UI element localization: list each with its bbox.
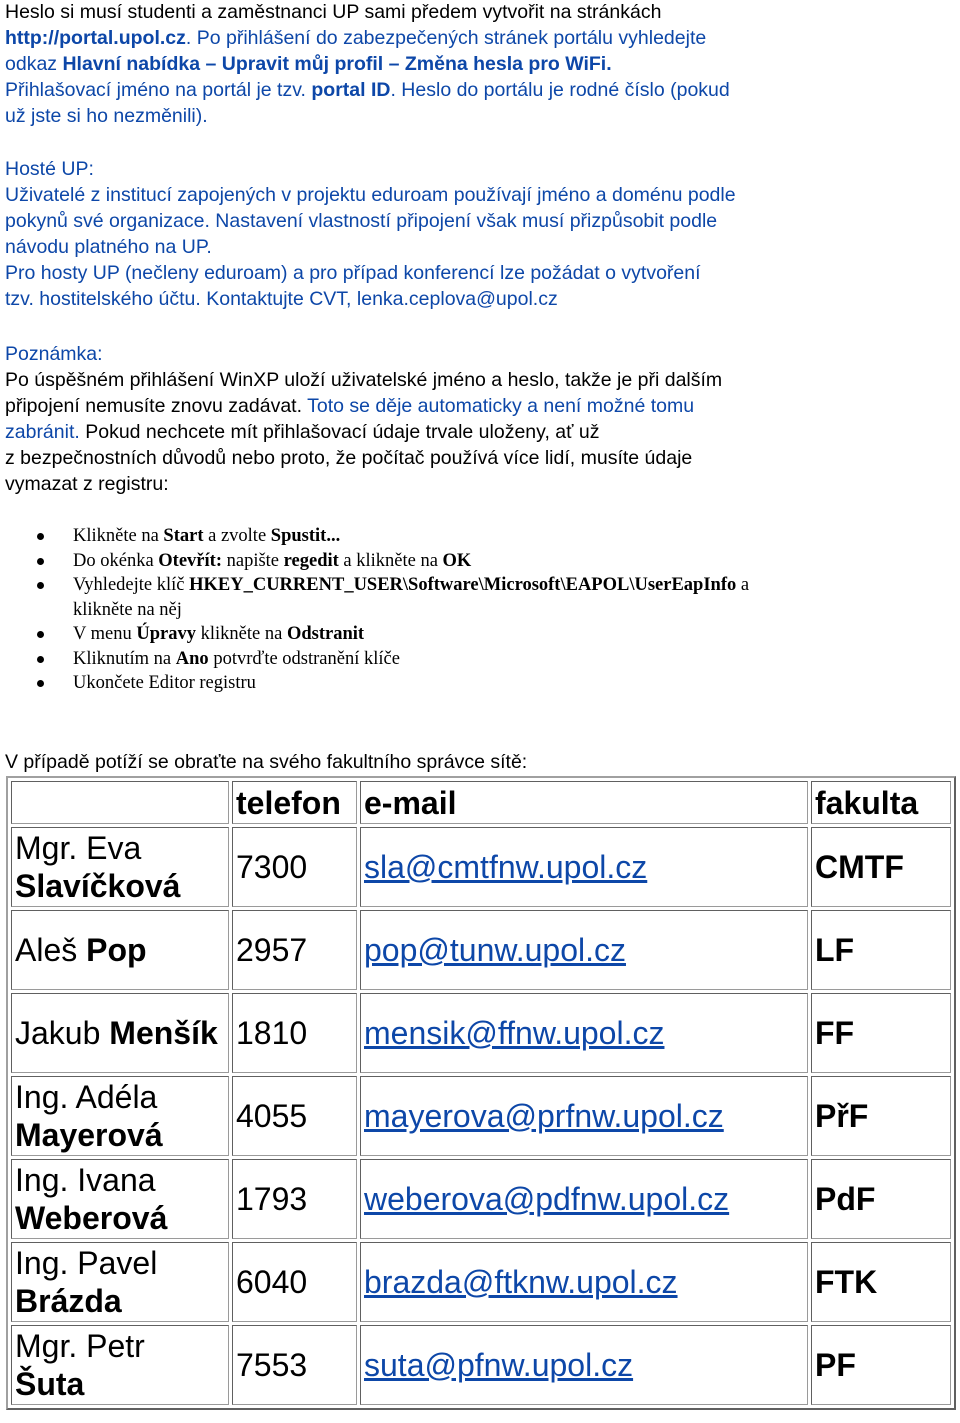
table-row [11,1076,951,1156]
contact-faculty: PF [811,1325,951,1405]
note-line-2-b: Toto se děje automaticky a není možné tomu [307,395,695,417]
contact-name [11,1159,229,1239]
note-line-3 [5,419,955,445]
registry-steps-list [0,524,960,696]
intro-line-3 [5,51,955,77]
intro-line-5: už jste si ho nezměnili). [5,105,208,127]
guests-line-1: Uživatelé z institucí zapojených v projektu eduroam používají jméno a doménu podle [5,184,736,206]
step-text: Vyhledejte klíč [73,575,190,595]
profile-path: Hlavní nabídka – Upravit můj profil – Změna hesla pro WiFi. [62,53,612,75]
contact-faculty: PřF [811,1076,951,1156]
bullet-icon [37,656,44,663]
intro-line-3-a: odkaz [5,53,63,75]
contact-email-link[interactable]: mayerova@prfnw.upol.cz [364,1098,724,1134]
contact-title: Mgr. Petr [15,1328,145,1364]
table-row [11,827,951,907]
guests-line-2 [5,208,955,234]
contact-phone: 7553 [232,1325,357,1405]
portal-id: portal ID [311,79,391,101]
contact-surname: Mayerová [15,1117,163,1153]
contact-phone: 7300 [232,827,357,907]
contact-title: Mgr. Eva [15,830,142,866]
table-row [11,1325,951,1405]
contact-surname: Weberová [15,1200,168,1236]
contact-name [11,993,229,1073]
contact-phone: 1793 [232,1159,357,1239]
contact-phone: 6040 [232,1242,357,1322]
note-line-2-a: připojení nemusíte znovu zadávat. [5,395,308,417]
note-line-2 [5,393,955,419]
guests-line-4: Pro hosty UP (nečleny eduroam) a pro případ konferencí lze požádat o vytvoření [5,262,701,284]
intro-line-4 [5,77,955,103]
contacts-table [6,776,956,1410]
contacts-heading: V případě potíží se obraťte na svého fakultního správce sítě: [5,751,528,773]
contact-name [11,827,229,907]
intro-line-4-a: Přihlašovací jméno na portál je tzv. [5,79,312,101]
contact-faculty: FF [811,993,951,1073]
step-strong: Start [163,526,204,546]
contact-phone: 4055 [232,1076,357,1156]
list-item [0,671,960,696]
contact-phone: 2957 [232,910,357,990]
contact-phone: 1810 [232,993,357,1073]
step-text: Klikněte na [73,526,164,546]
step-strong: regedit [283,550,339,571]
table-header-row [11,781,951,824]
step-text: a [736,575,750,595]
contact-name [11,910,229,990]
step-strong: Odstranit [286,624,365,644]
contact-email-cell [360,993,808,1073]
guests-line-2-b: Nastavení vlastností připojení však musí přizpůsobit podle [215,210,718,232]
step-text: Ukončete Editor registru [73,673,256,693]
contact-title: Aleš [15,932,78,968]
contact-faculty: LF [811,910,951,990]
contact-title: Ing. Pavel [15,1245,158,1281]
contact-title: Jakub [15,1015,101,1051]
contact-email-cell [360,910,808,990]
contact-surname: Pop [86,932,147,968]
bullet-icon [37,680,44,687]
step-text: Kliknutím na [73,648,176,669]
contact-surname: Slavíčková [15,868,181,904]
step-text: klikněte na [196,624,287,644]
step-text: napište [221,550,284,571]
step-strong: Otevřít: [158,550,222,571]
step-strong: OK [442,550,472,571]
note-line-3-a: zabránit. [5,421,86,443]
table-row [11,1242,951,1322]
intro-line-2 [5,25,955,51]
note-heading: Poznámka: [5,343,103,365]
step-text: a klikněte na [338,550,443,571]
intro-line-4-c: . Heslo do portálu je rodné číslo (pokud [390,79,730,101]
note-line-4: z bezpečnostních důvodů nebo proto, že počítač používá více lidí, musíte údaje [5,447,693,469]
contact-faculty: PdF [811,1159,951,1239]
bullet-icon [37,558,44,565]
step-text: V menu [73,624,137,644]
portal-link[interactable]: http://portal.upol.cz [5,27,186,49]
step-text: a zvolte [203,526,271,546]
step-strong: Úpravy [136,624,197,644]
contact-name [11,1076,229,1156]
contact-email-link[interactable]: suta@pfnw.upol.cz [364,1347,634,1383]
step-strong: Spustit... [270,526,341,546]
table-row [11,1159,951,1239]
guests-line-3: návodu platného na UP. [5,236,212,258]
note-line-3-b: Pokud nechcete mít přihlašovací údaje trvale uloženy, ať už [85,421,600,443]
list-item [0,524,960,549]
contact-email-cell [360,827,808,907]
contact-email-cell [360,1325,808,1405]
step-strong: Ano [175,648,209,669]
guests-heading: Hosté UP: [5,158,94,180]
intro-line-1: Heslo si musí studenti a zaměstnanci UP sami předem vytvořit na stránkách [5,1,662,23]
contact-email-cell [360,1076,808,1156]
bullet-icon [37,582,44,589]
list-item [0,647,960,672]
contact-email-link[interactable]: mensik@ffnw.upol.cz [364,1015,665,1051]
registry-key: HKEY_CURRENT_USER\Software\Microsoft\EAPOL\UserEapInfo [189,575,737,595]
contact-title: Ing. Ivana [15,1162,156,1198]
column-header-phone: telefon [232,781,357,824]
contact-faculty: FTK [811,1242,951,1322]
contact-email-link[interactable]: weberova@pdfnw.upol.cz [364,1181,730,1217]
column-header-name [11,781,229,824]
contact-email-cell [360,1159,808,1239]
column-header-email: e-mail [360,781,808,824]
contact-surname: Brázda [15,1283,122,1319]
list-item [0,622,960,647]
table-row [11,993,951,1073]
guests-line-5: tzv. hostitelského účtu. Kontaktujte CVT, lenka.ceplova@upol.cz [5,288,558,310]
step-text: potvrďte odstranění klíče [208,648,400,669]
step-text: klikněte na něj [73,599,182,620]
contact-surname: Šuta [15,1366,85,1402]
guests-line-2-a: pokynů své organizace. [5,210,216,232]
contact-name [11,1325,229,1405]
list-item [0,549,960,574]
contact-email-link[interactable]: sla@cmtfnw.upol.cz [364,849,648,885]
table-row [11,910,951,990]
contact-faculty: CMTF [811,827,951,907]
contact-title: Ing. Adéla [15,1079,158,1115]
contact-name [11,1242,229,1322]
list-item [0,573,960,622]
column-header-faculty: fakulta [811,781,951,824]
contact-email-link[interactable]: brazda@ftknw.upol.cz [364,1264,678,1300]
step-text: Do okénka [73,550,159,571]
bullet-icon [37,631,44,638]
note-line-5: vymazat z registru: [5,473,169,495]
contact-email-cell [360,1242,808,1322]
contact-email-link[interactable]: pop@tunw.upol.cz [364,932,626,968]
bullet-icon [37,533,44,540]
contact-surname: Menšík [109,1015,218,1051]
note-line-1: Po úspěšném přihlášení WinXP uloží uživatelské jméno a heslo, takže je při dalším [5,369,723,391]
intro-line-2-text: . Po přihlášení do zabezpečených stránek portálu vyhledejte [185,27,707,49]
